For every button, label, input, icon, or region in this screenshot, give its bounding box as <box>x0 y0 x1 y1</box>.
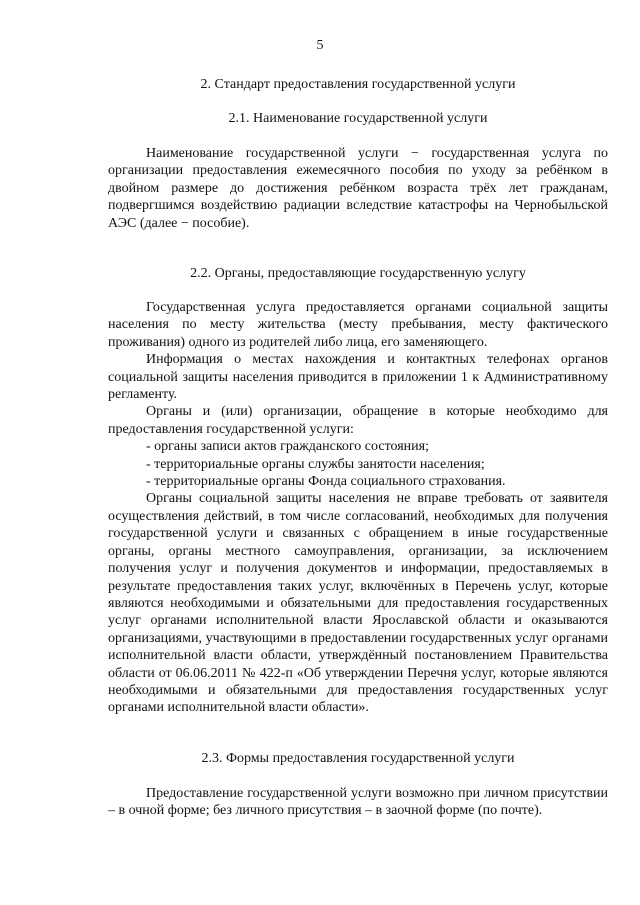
list-item: - территориальные органы службы занятости населения; <box>146 456 485 472</box>
section-2-3-body <box>108 785 608 820</box>
section-2-2-title: 2.2. Органы, предоставляющие государственную услугу <box>190 266 526 281</box>
section-2-2-paragraph-4: Органы социальной защиты населения не вправе требовать от заявителя осуществления действий, в том числе согласований, необходимых для получения государственной услуги и связанных с обращением в иные государственные органы, органы местного самоуправления, организации, за исключением получения услуг и получения документов и информации, предоставляемых в результате предоставления таких услуг, включённых в Перечень услуг, которые являются необходимыми и обязательными для предоставления государственных услуг органами исполнительной власти Ярославской области и оказываются организациями, участвующими в предоставлении государственных услуг органами исполнительной власти области, утверждённый постановлением Правительства области от 06.06.2011 № 422-п «Об утверждении Перечня услуг, которые являются необходимыми и обязательными для предоставления государственных услуг органами исполнительной власти области». <box>108 491 608 716</box>
section-2-3-paragraph: Предоставление государственной услуги возможно при личном присутствии – в очной форме; без личного присутствия – в заочной форме (по почте). <box>108 786 608 819</box>
section-2-2-paragraph-3: Органы и (или) организации, обращение в которые необходимо для предоставления государственной услуги: <box>108 404 608 437</box>
section-2-title: 2. Стандарт предоставления государственной услуги <box>200 77 516 92</box>
section-2-2-paragraph-1: Государственная услуга предоставляется органами социальной защиты населения по месту жительства (месту пребывания, месту фактического проживания) одного из родителей либо лица, его заменяющего. <box>108 300 608 350</box>
section-2-3-title: 2.3. Формы предоставления государственной услуги <box>201 751 515 766</box>
section-2-1-body <box>108 145 608 232</box>
list-item: - органы записи актов гражданского состояния; <box>146 439 429 455</box>
section-2-2-body <box>108 299 608 717</box>
page-number: 5 <box>316 38 324 53</box>
list-item: - территориальные органы Фонда социального страхования. <box>146 474 506 490</box>
section-2-2-paragraph-2: Информация о местах нахождения и контактных телефонах органов социальной защиты населения приводится в приложении 1 к Административному регламенту. <box>108 352 608 403</box>
section-2-1-paragraph: Наименование государственной услуги − государственная услуга по организации предоставления ежемесячного пособия по уходу за ребёнком в двойном размере до достижения ребёнком возраста трёх лет гражданам, подвергшимся воздействию радиации вследствие катастрофы на Чернобыльской АЭС (далее − пособие). <box>108 146 608 231</box>
section-2-1-title: 2.1. Наименование государственной услуги <box>228 111 488 126</box>
